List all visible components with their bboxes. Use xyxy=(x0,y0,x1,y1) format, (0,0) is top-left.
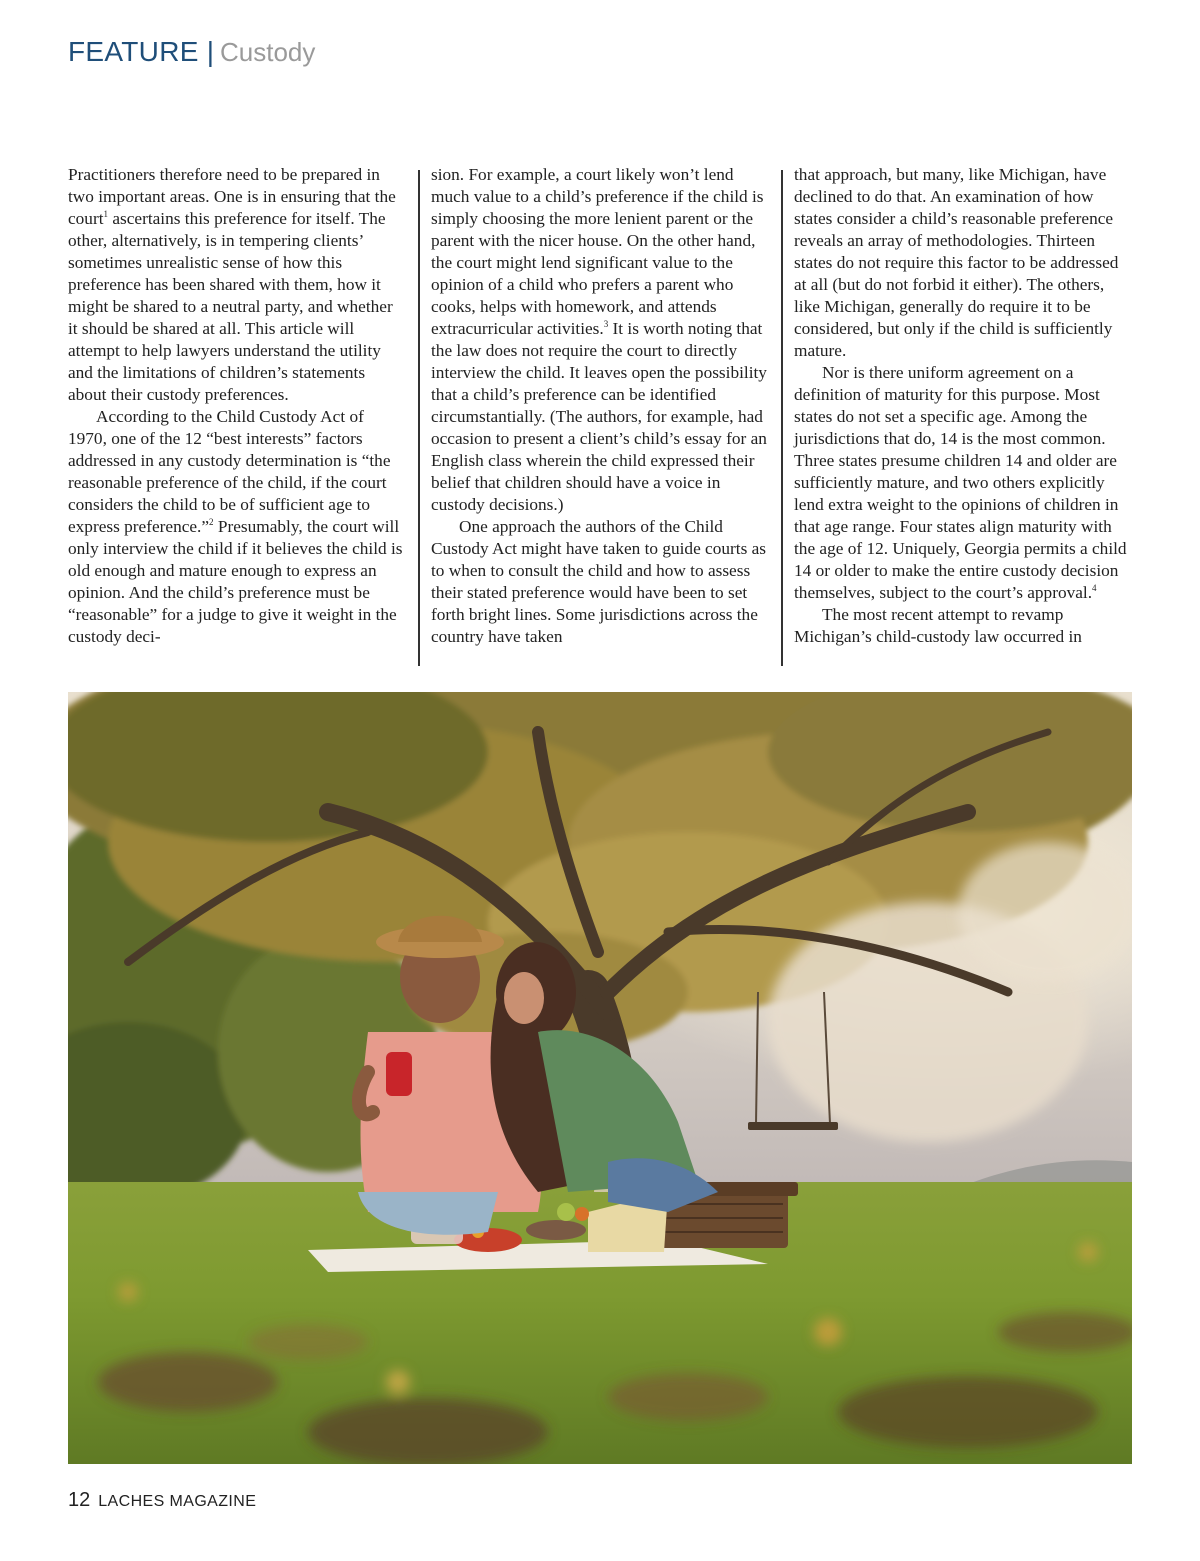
column-divider xyxy=(781,170,783,666)
column-divider xyxy=(418,170,420,666)
footnote-ref: 2 xyxy=(209,517,214,528)
paragraph-text: One approach the authors of the Child Custody Act might have taken to guide courts as to when to consult the child and how to assess their stated preference would have been to set forth bright lines. Some jurisdictions across the country have taken xyxy=(431,517,767,646)
paragraph xyxy=(68,164,404,406)
paragraph-text: ascertains this preference for itself. The other, alternatively, is in tempering clients’ sometimes unrealistic sense of how this preference has been shared with them, how it might be shared to a neutral party, and whether it should be shared at all. This article will attempt to help lawyers understand the utility and the limitations of children’s statements about their custody preferences. xyxy=(68,209,393,404)
paragraph-text: sion. For example, a court likely won’t lend much value to a child’s preference if the child is simply choosing the more lenient parent or the parent with the nicer house. On the other hand, the court might lend significant value to the opinion of a child who prefers a parent who cooks, helps with homework, and attends extracurricular activities. xyxy=(431,165,764,338)
page-header xyxy=(68,34,315,70)
paragraph-text: According to the Child Custody Act of 1970, one of the 12 “best interests” factors addressed in any custody determination is “the reasonable preference of the child, if the court considers the child to be of sufficient age to express preference.” xyxy=(68,407,391,536)
phone xyxy=(386,1052,412,1096)
article-column-1 xyxy=(68,164,404,672)
page-number: 12 xyxy=(68,1489,91,1511)
paragraph xyxy=(794,604,1132,648)
paragraph xyxy=(431,516,767,648)
feature-label: FEATURE xyxy=(68,36,199,67)
header-separator: | xyxy=(206,36,214,67)
footnote-ref: 3 xyxy=(603,319,609,330)
footnote-ref: 1 xyxy=(103,209,109,220)
page-footer xyxy=(68,1489,256,1512)
paragraph-text: that approach, but many, like Michigan, have declined to do that. An examination of how states consider a child’s reasonable preference reveals an array of methodologies. Thirteen states do not require this factor to be addressed at all (but do not forbid it either). The others, like Michigan, generally do require it to be considered, but only if the child is sufficiently mature. xyxy=(794,165,1119,360)
paragraph-text: Practitioners therefore need to be prepared in two important areas. One is in ensuring that the court xyxy=(68,165,396,228)
article-column-2 xyxy=(431,164,767,672)
paragraph-text: It is worth noting that the law does not require the court to directly interview the child. It leaves open the possibility that a child’s preference can be identified circumstantially. (The authors, for example, had occasion to present a client’s child’s essay for an English class wherein the child expressed their belief that children should have a voice in custody decisions.) xyxy=(431,319,767,514)
paragraph xyxy=(794,362,1132,604)
bowl xyxy=(526,1220,586,1240)
magazine-name: LACHES MAGAZINE xyxy=(98,1493,257,1510)
paragraph xyxy=(431,164,767,516)
article-column-3 xyxy=(794,164,1132,672)
paragraph-text: The most recent attempt to revamp Michigan’s child-custody law occurred in xyxy=(794,605,1082,646)
paragraph xyxy=(68,406,404,648)
paragraph-text: Presumably, the court will only interview the child if it believes the child is old enough and mature enough to express an opinion. And the child’s preference must be “reasonable” for a judge to give it weight in the custody deci- xyxy=(68,517,403,646)
footnote-ref: 4 xyxy=(1092,583,1097,594)
paragraph xyxy=(794,164,1132,362)
section-label: Custody xyxy=(219,37,316,67)
feature-photo xyxy=(68,692,1132,1464)
paragraph-text: Nor is there uniform agreement on a definition of maturity for this purpose. Most states do not set a specific age. Among the jurisdictions that do, 14 is the most common. Three states presume children 14 and older are sufficiently mature, and two others explicitly lend extra weight to the opinions of children in that age range. Four states align maturity with the age of 12. Uniquely, Georgia permits a child 14 or older to make the entire custody decision themselves, subject to the court’s approval. xyxy=(794,363,1127,602)
